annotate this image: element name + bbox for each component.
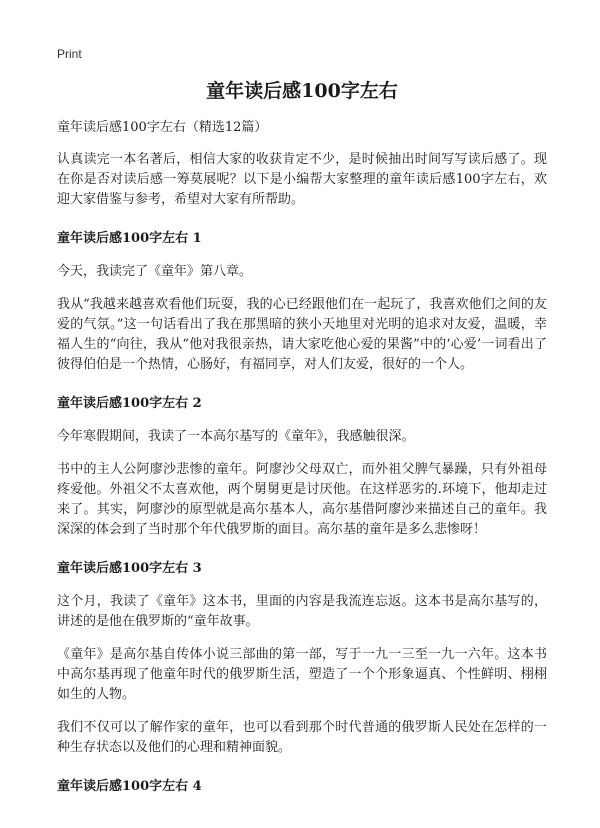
section-paragraph: 我从“我越来越喜欢看他们玩耍，我的心已经跟他们在一起玩了，我喜欢他们之间的友爱的气氛。”这一句话看出了我在那黑暗的狭小天地里对光明的追求对友爱，温暖，幸福人生的“向往，我从“他对我很亲热，请大家吃他心爱的果酱”中的‘心爱’一词看出了彼得伯伯是一个热情，心肠好，有福同享，对人们友爱，很好的一个人。 bbox=[57, 297, 547, 372]
section-2 bbox=[57, 394, 547, 540]
section-paragraph: 这个月，我读了《童年》这本书，里面的内容是我流连忘返。这本书是高尔基写的，讲述的是他在俄罗斯的“童年故事。 bbox=[57, 594, 547, 629]
section-heading: 童年读后感100字左右 3 bbox=[57, 561, 202, 576]
section-paragraph: 我们不仅可以了解作家的童年，也可以看到那个时代普通的俄罗斯人民处在怎样的一种生存状态以及他们的心理和精神面貌。 bbox=[57, 720, 547, 755]
section-paragraph: 今年寒假期间，我读了一本高尔基写的《童年》，我感触很深。 bbox=[57, 429, 415, 444]
section-1 bbox=[57, 229, 547, 375]
section-paragraph: 今天，我读完了《童年》第八章。 bbox=[57, 264, 253, 279]
document-subtitle: 童年读后感100字左右（精选12篇） bbox=[57, 120, 268, 135]
page-title: 童年读后感100字左右 bbox=[206, 80, 398, 102]
section-heading: 童年读后感100字左右 1 bbox=[57, 231, 202, 246]
section-paragraph: 《童年》是高尔基自传体小说三部曲的第一部，写于一九一三至一九一六年。这本书中高尔基再现了他童年时代的俄罗斯生活，塑造了一个个形象逼真、个性鲜明、栩栩如生的人物。 bbox=[57, 647, 547, 702]
section-heading: 童年读后感100字左右 4 bbox=[57, 779, 202, 794]
section-heading: 童年读后感100字左右 2 bbox=[57, 396, 202, 411]
intro-paragraph: 认真读完一本名著后，相信大家的收获肯定不少，是时候抽出时间写写读后感了。现在你是否对读后感一筹莫展呢？以下是小编帮大家整理的童年读后感100字左右，欢迎大家借鉴与参考，希望对大家有所帮助。 bbox=[57, 152, 547, 207]
section-4 bbox=[57, 777, 547, 797]
print-link[interactable]: Print bbox=[57, 47, 82, 61]
section-paragraph: 书中的主人公阿廖沙悲惨的童年。阿廖沙父母双亡，而外祖父脾气暴躁，只有外祖母疼爱他。外祖父不太喜欢他，两个舅舅更是讨厌他。在这样恶劣的.环境下，他却走过来了。其实，阿廖沙的原型就是高尔基本人，高尔基借阿廖沙来描述自己的童年。我深深的体会到了当时那个年代俄罗斯的面目。高尔基的童年是多么悲惨呀！ bbox=[57, 462, 547, 537]
document-page bbox=[57, 78, 547, 810]
section-3 bbox=[57, 559, 547, 758]
